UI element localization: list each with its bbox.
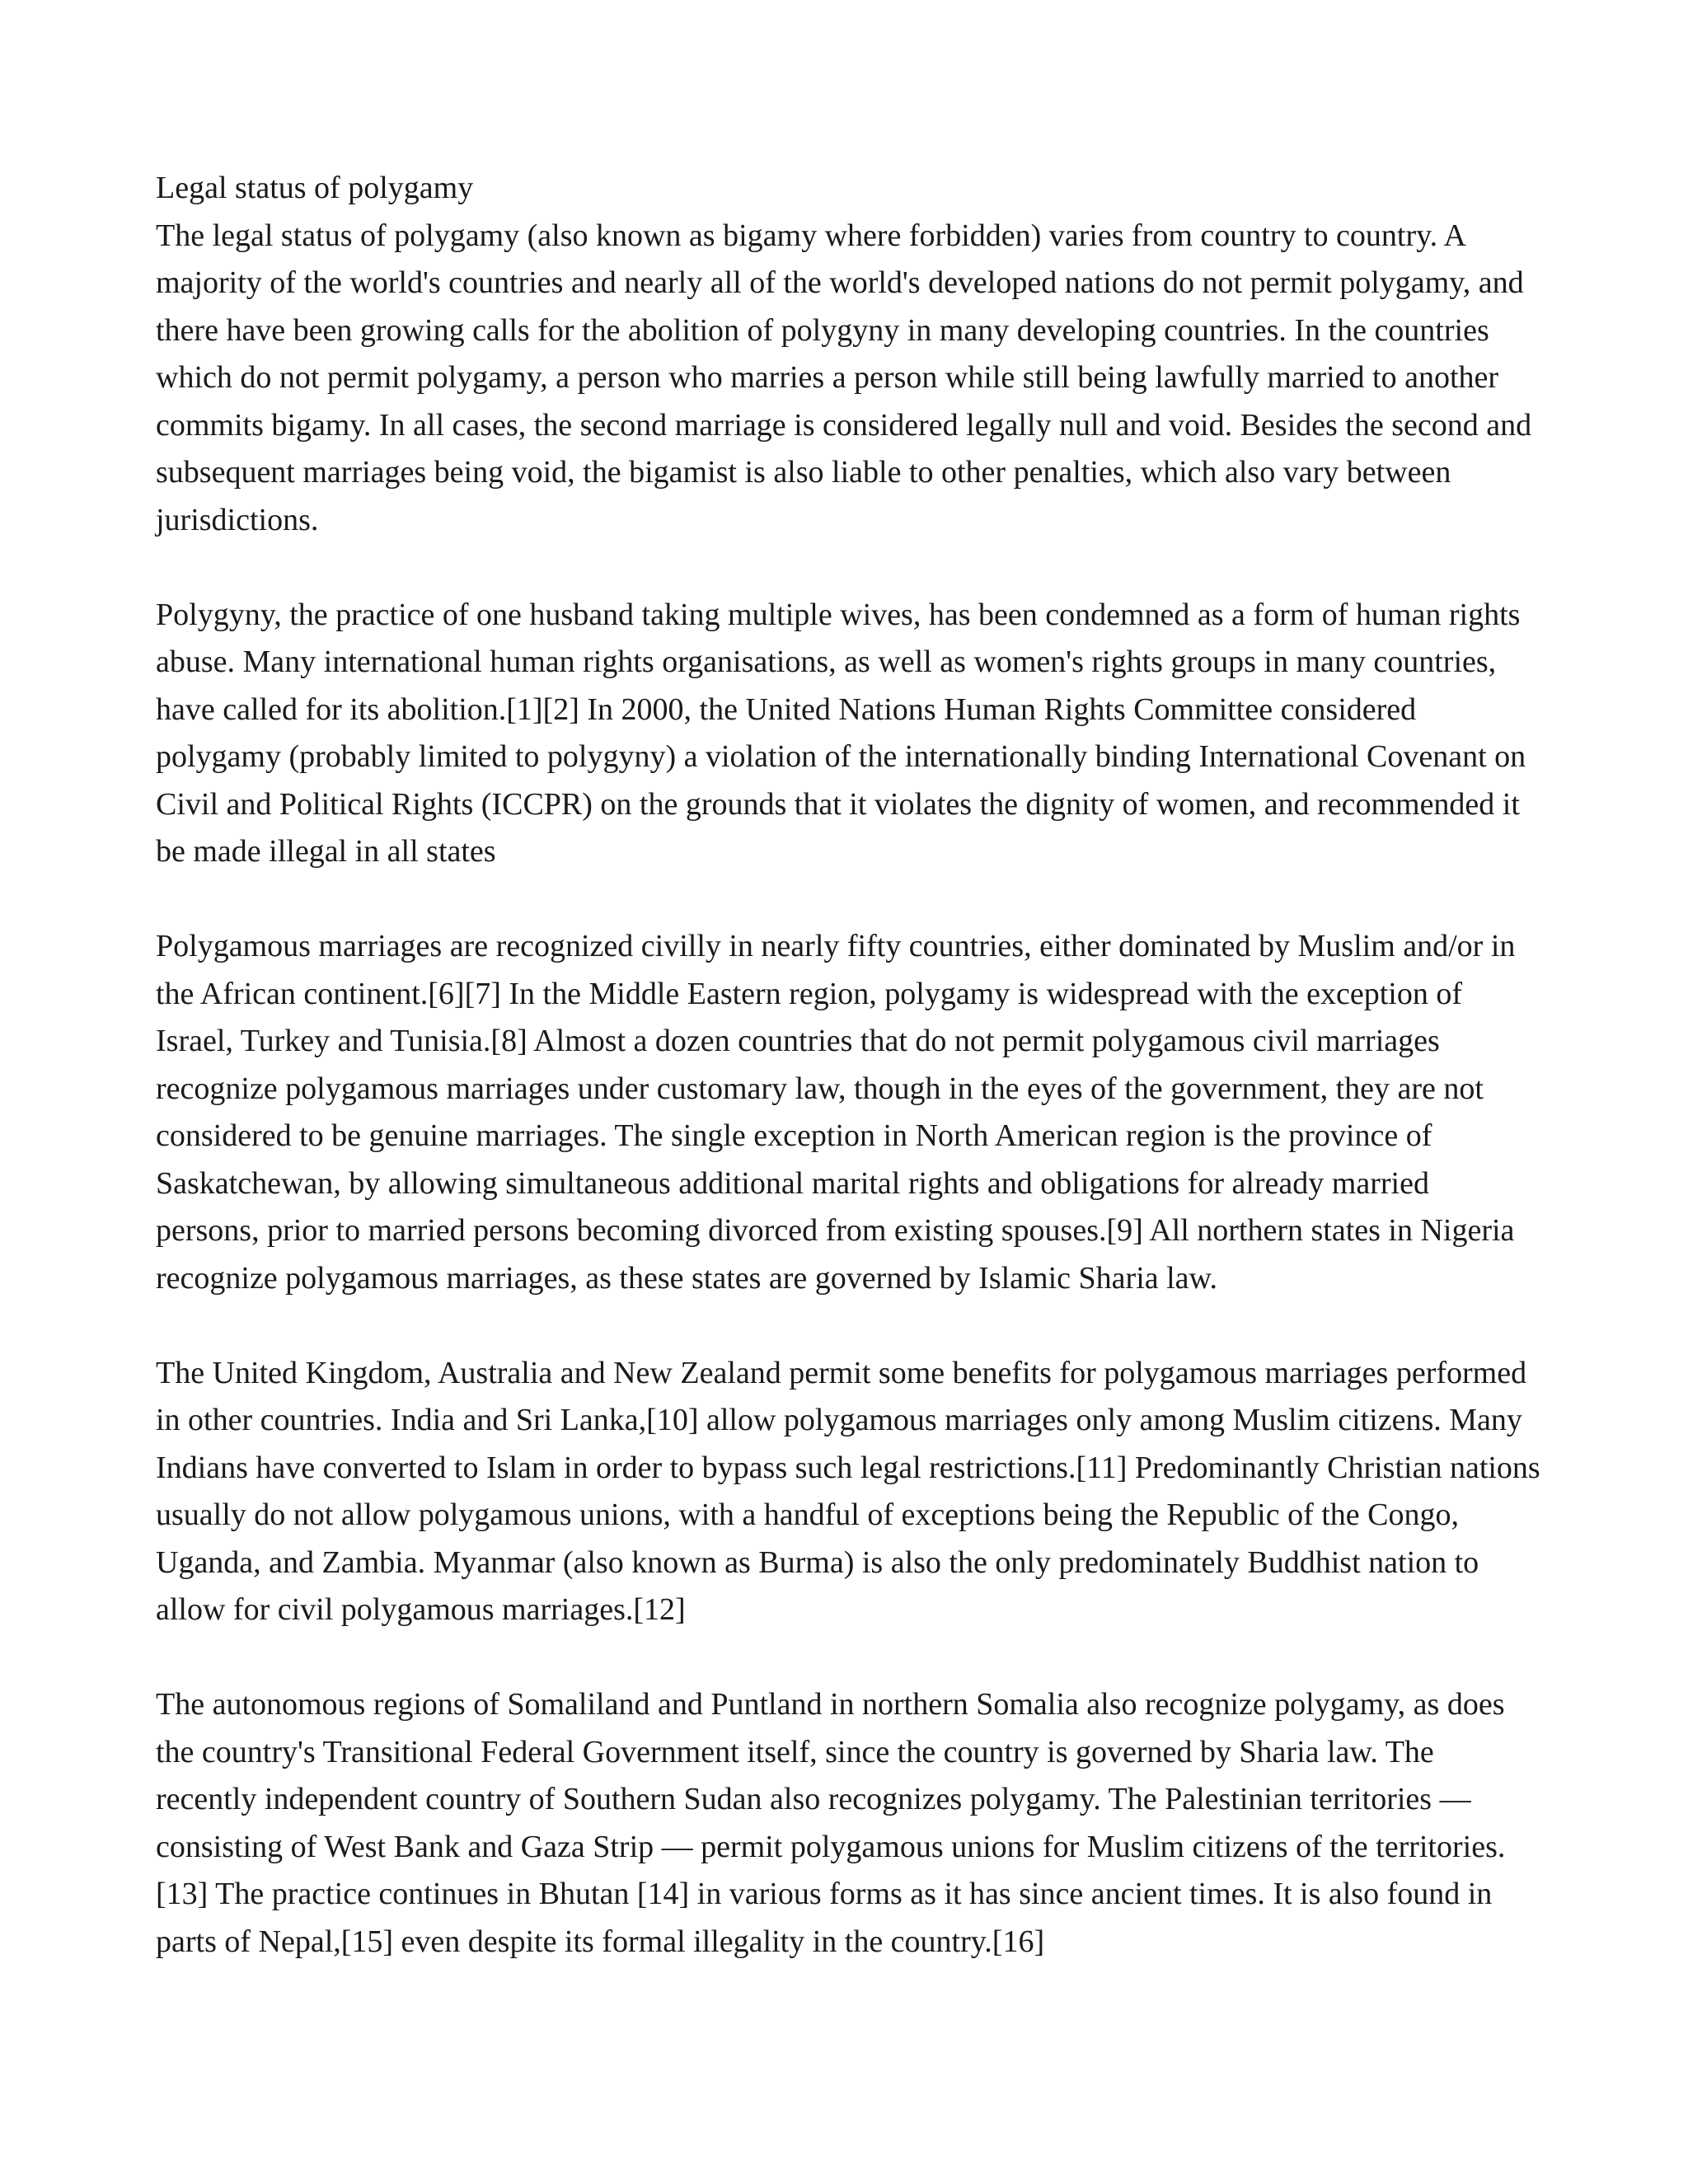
paragraph-uk-india-myanmar: The United Kingdom, Australia and New Zealand permit some benefits for polygamous marriages performed in other countries. India and Sri Lanka,[10] allow polygamous marriages only among Muslim citizens. Many Indians have converted to Islam in order to bypass such legal restrictions.[11] Predominantly Christian nations usually do not allow polygamous unions, with a handful of exceptions being the Republic of the Congo, Uganda, and Zambia. Myanmar (also known as Burma) is also the only predominately Buddhist nation to allow for civil polygamous marriages.[12] (156, 1355, 1540, 1627)
paragraph-somalia-bhutan-nepal: The autonomous regions of Somaliland and Puntland in northern Somalia also recognize polygamy, as does the country's Transitional Federal Government itself, since the country is governed by Sharia law. The recently independent country of Southern Sudan also recognizes polygamy. The Palestinian territories — consisting of West Bank and Gaza Strip — permit polygamous unions for Muslim citizens of the territories.[13] The practice continues in Bhutan [14] in various forms as it has since ancient times. It is also found in parts of Nepal,[15] even despite its formal illegality in the country.[16] (156, 1687, 1506, 1959)
document-title: Legal status of polygamy (156, 171, 474, 205)
paragraph-polygyny-human-rights: Polygyny, the practice of one husband taking multiple wives, has been condemned as a form of human rights abuse. Many international human rights organisations, as well as women's rights groups in many countries, have called for its abolition.[1][2] In 2000, the United Nations Human Rights Committee considered polygamy (probably limited to polygyny) a violation of the internationally binding International Covenant on Civil and Political Rights (ICCPR) on the grounds that it violates the dignity of women, and recommended it be made illegal in all states (156, 597, 1526, 869)
paragraph-legal-status: The legal status of polygamy (also known as bigamy where forbidden) varies from country to country. A majority of the world's countries and nearly all of the world's developed nations do not permit polygamy, and there have been growing calls for the abolition of polygyny in many developing countries. In the countries which do not permit polygamy, a person who marries a person while still being lawfully married to another commits bigamy. In all cases, the second marriage is considered legally null and void. Besides the second and subsequent marriages being void, the bigamist is also liable to other penalties, which also vary between jurisdictions. (156, 218, 1532, 537)
document-page (156, 165, 1540, 1966)
paragraph-recognized-countries: Polygamous marriages are recognized civilly in nearly fifty countries, either dominated by Muslim and/or in the African continent.[6][7] In the Middle Eastern region, polygamy is widespread with the exception of Israel, Turkey and Tunisia.[8] Almost a dozen countries that do not permit polygamous civil marriages recognize polygamous marriages under customary law, though in the eyes of the government, they are not considered to be genuine marriages. The single exception in North American region is the province of Saskatchewan, by allowing simultaneous additional marital rights and obligations for already married persons, prior to married persons becoming divorced from existing spouses.[9] All northern states in Nigeria recognize polygamous marriages, as these states are governed by Islamic Sharia law. (156, 929, 1516, 1296)
